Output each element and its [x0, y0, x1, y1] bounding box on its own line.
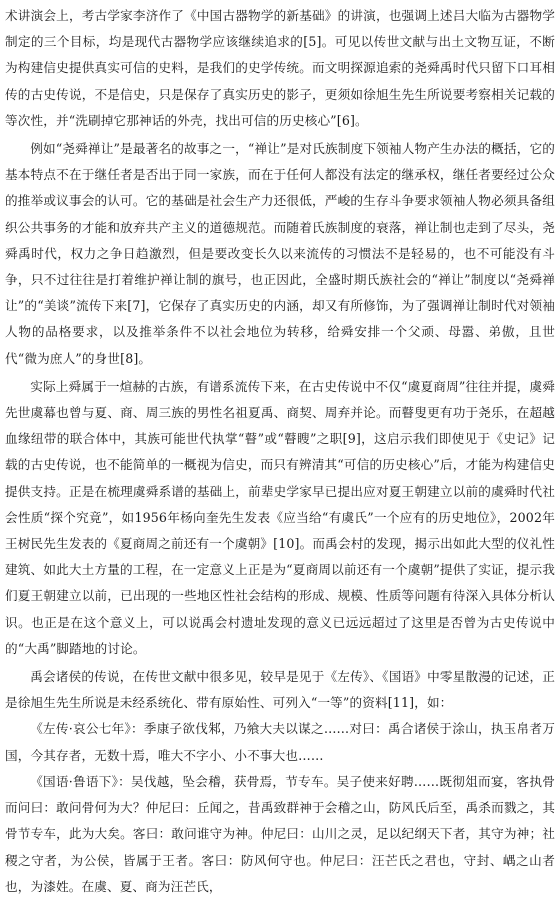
paragraph-shun-lineage: 实际上舜属于一煊赫的古族，有谱系流传下来，在古史传说中不仅“虞夏商周”往往并提，虞舜先世虞幕也曾与夏、商、周三族的男性名祖夏禹、商契、周弃并论。而瞽叟更有功于尧乐，在超越血缘纽带的联合体中，其族可能世代执掌“瞽”或“瞽瞍”之职[9]，这启示我们即使见于《史记》记载的古史传说，也不能简单的一概视为信史，而只有辨清其“可信的历史核心”后，才能为构建信史提供支持。正是在梳理虞舜系谱的基础上，前辈史学家早已提出应对夏王朝建立以前的虞舜时代社会性质“探个究竟”，如1956年杨向奎先生发表《应当给“有虞氏”一个应有的历史地位》，2002年王树民先生发表的《夏商周之前还有一个虞朝》[10]。而禹会村的发现，揭示出如此大型的仪礼性建筑、如此大土方量的工程，在一定意义上正是为“夏商周以前还有一个虞朝”提供了实证，提示我们夏王朝建立以前，已出现的一些地区性社会结构的形成、规模、性质等问题有待深入具体分析认识。也正是在这个意义上，可以说禹会村遗址发现的意义已远远超过了这里是否曾为古史传说中的“大禹”脚踏地的讨论。	[5, 378, 555, 656]
paragraph-yu-hui-legend: 禹会诸侯的传说，在传世文献中很多见，较早是见于《左传》、《国语》中零星散漫的记述，正是徐旭生先生所说是未经系统化、带有原始性、可列入“一等”的资料[11]，如：	[5, 669, 555, 711]
paragraph-shan-rang: 例如“尧舜禅让”是最著名的故事之一，“禅让”是对氏族制度下领袖人物产生办法的概括，它的基本特点不在于继任者是否出于同一家族，而在于任何人都没有法定的继承权，继任者要经过公众的推举或议事会的认可。它的基础是社会生产力还很低，严峻的生存斗争要求领袖人物必须具备组织公共事务的才能和放弃共产主义的道德规范。而随着氏族制度的衰落，禅让制也走到了尽头，尧舜禹时代，权力之争日趋激烈，但是要改变长久以来流传的习惯法不是轻易的，也不可能没有斗争，只不过往往是打着维护禅让制的旗号，也正因此，全盛时期氏族社会的“禅让”制度以“尧舜禅让”的“美谈”流传下来[7]，它保存了真实历史的内涵，却又有所修饰，为了强调禅让制时代对领袖人物的品格要求，以及推举条件不以社会地位为转移，给舜安排一个父顽、母嚣、弟傲，且世代“微为庶人”的身世[8]。	[5, 141, 555, 366]
paragraph-intro: 术讲演会上，考古学家李济作了《中国古器物学的新基础》的讲演，也强调上述吕大临为古器物学制定的三个目标，均是现代古器物学应该继续追求的[5]。可见以传世文献与出土文物互证，不断为构建信史提供真实可信的史料，是我们的史学传统。而文明探源追索的尧舜禹时代只留下口耳相传的古史传说，不是信史，只是保存了真实历史的影子，更须如徐旭生先生所说要考察相关记载的等次性，并“洗刷掉它那神话的外壳，找出可信的历史核心”[6]。	[5, 8, 555, 128]
quote-zuozhuan: 《左传·哀公七年》：季康子欲伐邾，乃飨大夫以谋之……对曰：禹合诸侯于涂山，执玉帛者万国，今其存者，无数十焉，唯大不字小、小不事大也……	[5, 721, 555, 763]
quote-guoyu: 《国语·鲁语下》：吴伐越，坠会稽，获骨焉，节专车。吴子使来好聘……既彻俎而宴，客执骨而问曰：敢问骨何为大？仲尼曰：丘闻之，昔禹致群神于会稽之山，防风氏后至，禹杀而戮之，其骨节专车，此为大矣。客曰：敢问谁守为神。仲尼曰：山川之灵，足以纪纲天下者，其守为神；社稷之守者，为公侯，皆属于王者。客曰：防风何守也。仲尼曰：汪芒氏之君也，守封、嵎之山者也，为漆姓。在虞、夏、商为汪芒氏，	[5, 773, 555, 894]
